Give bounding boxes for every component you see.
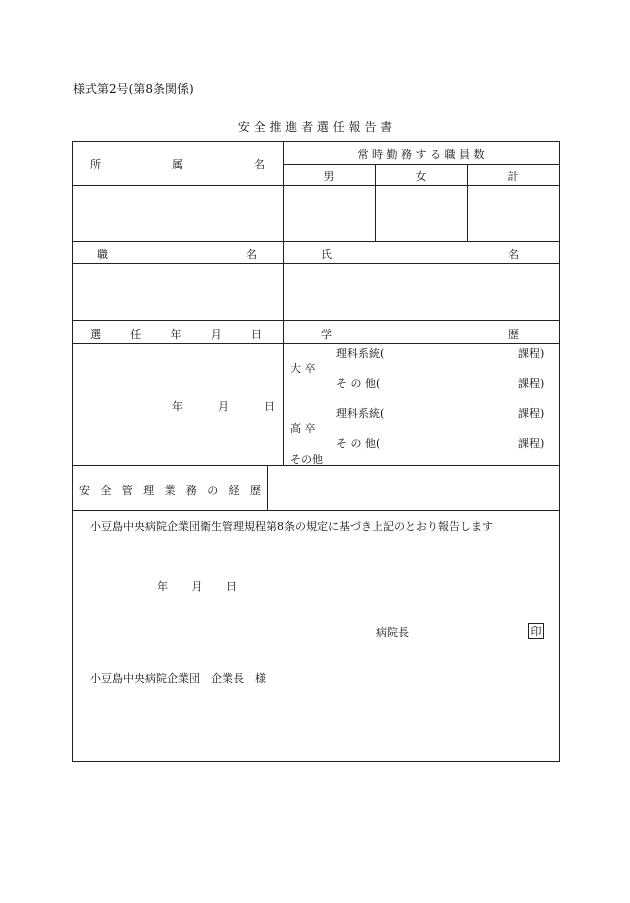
position-field[interactable] <box>73 264 283 320</box>
department-label: 所 属 名 <box>90 158 265 171</box>
report-date[interactable]: 年 月 日 <box>157 580 237 593</box>
highschool-other-course: そ の 他( <box>336 437 381 450</box>
staff-count-header: 常 時 勤 務 す る 職 員 数 <box>357 148 485 161</box>
name-field[interactable] <box>284 264 559 320</box>
university-science-close: 課程) <box>518 347 545 360</box>
total-count-field[interactable] <box>468 186 559 241</box>
hospital-director-label: 病院長 <box>376 626 409 639</box>
total-header: 計 <box>507 170 519 183</box>
university-science-course: 理科系統( <box>336 347 385 360</box>
university-label: 大 卒 <box>290 362 316 375</box>
appointment-date-label: 選 任 年 月 日 <box>90 328 262 341</box>
seal-mark: 印 <box>528 623 544 639</box>
male-header: 男 <box>323 170 335 183</box>
name-label: 氏 名 <box>321 248 519 261</box>
form-number: 様式第2号(第8条関係) <box>73 82 194 96</box>
female-header: 女 <box>415 170 427 183</box>
high-school-label: 高 卒 <box>290 422 316 435</box>
declaration-text: 小豆島中央病院企業団衛生管理規程第8条の規定に基づき上記のとおり報告します <box>90 520 493 533</box>
highschool-science-close: 課程) <box>518 407 545 420</box>
university-other-course: そ の 他( <box>336 377 381 390</box>
highschool-science-course: 理科系統( <box>336 407 385 420</box>
form-title: 安 全 推 進 者 選 任 報 告 書 <box>237 120 393 134</box>
addressee: 小豆島中央病院企業団 企業長 様 <box>90 672 266 685</box>
department-field[interactable] <box>73 186 283 241</box>
male-count-field[interactable] <box>284 186 375 241</box>
university-other-close: 課程) <box>518 377 545 390</box>
position-label: 職 名 <box>97 248 257 261</box>
experience-label: 安 全 管 理 業 務 の 経 歴 <box>79 484 261 497</box>
female-count-field[interactable] <box>376 186 467 241</box>
experience-field[interactable] <box>268 466 559 510</box>
other-education-label: その他 <box>290 453 323 466</box>
appointment-date-field[interactable]: 年 月 日 <box>172 400 275 413</box>
highschool-other-close: 課程) <box>518 437 545 450</box>
education-label: 学 歴 <box>321 328 519 341</box>
